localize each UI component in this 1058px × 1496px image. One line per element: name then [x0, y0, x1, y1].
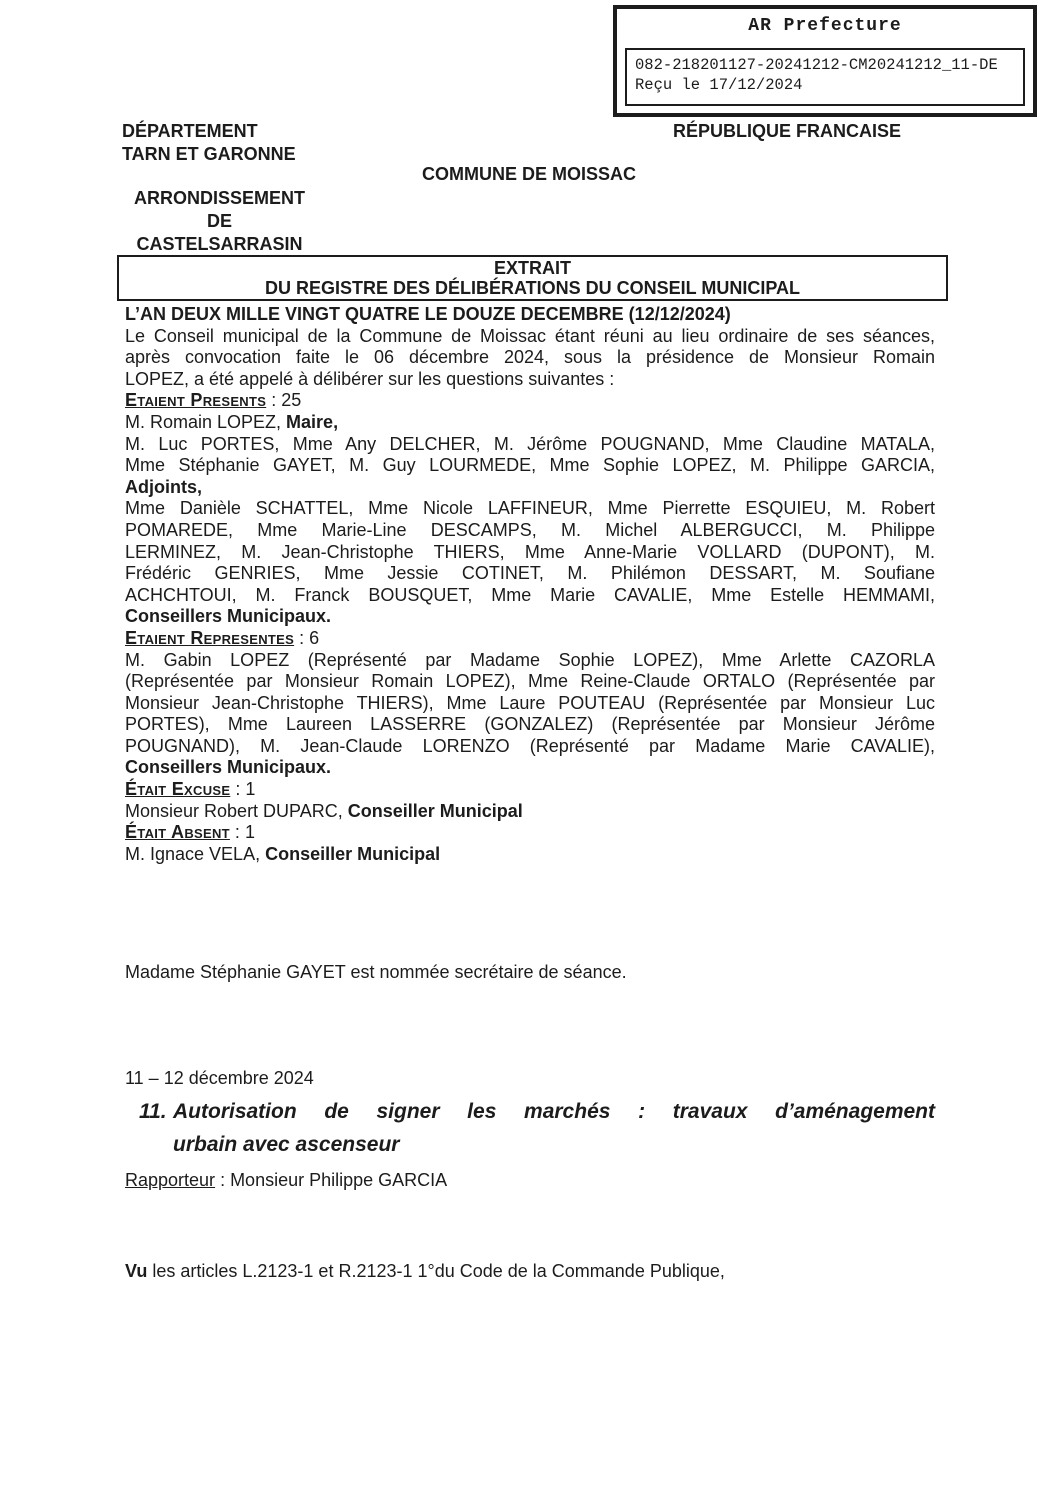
item-number: 11.: [139, 1099, 167, 1123]
text-line: PORTES), Mme Laureen LASSERRE (GONZALEZ) (Représentée par Monsieur Jérôme: [125, 714, 935, 735]
separator: :: [294, 627, 310, 648]
text-line: Frédéric GENRIES, Mme Jessie COTINET, M. Philémon DESSART, M. Soufiane: [125, 563, 935, 584]
secretary-line: Madame Stéphanie GAYET est nommée secrétaire de séance.: [125, 962, 627, 983]
arrondissement-line-2: DE: [206, 211, 232, 231]
text-line: M. Gabin LOPEZ (Représenté par Madame Sophie LOPEZ), Mme Arlette CAZORLA: [125, 649, 935, 670]
vu-line: [125, 1261, 935, 1283]
stamp-ref-box: [625, 48, 1025, 106]
session-date-line: L’AN DEUX MILLE VINGT QUATRE LE DOUZE DECEMBRE (12/12/2024): [125, 304, 731, 324]
presents-label: Etaient Presents: [125, 390, 267, 411]
text-line: POMAREDE, Mme Marie-Line DESCAMPS, M. Michel ALBERGUCCI, M. Philippe: [125, 519, 935, 540]
text-line: Mme Stéphanie GAYET, M. Guy LOURMEDE, Mme Sophie LOPEZ, M. Philippe GARCIA,: [125, 455, 935, 476]
text-line: (Représentée par Monsieur Romain LOPEZ), Mme Reine-Claude ORTALO (Représentée par: [125, 671, 935, 692]
separator: :: [230, 779, 246, 800]
item-heading: [125, 1095, 935, 1161]
adjoints-paragraph: [125, 434, 935, 499]
absent-label-line: [125, 822, 935, 844]
extract-title-line2: DU REGISTRE DES DÉLIBÉRATIONS DU CONSEIL MUNICIPAL: [264, 277, 801, 298]
conseillers-paragraph: [125, 498, 935, 628]
rapporteur-line: [125, 1170, 935, 1192]
vu-text: les articles L.2123-1 et R.2123-1 1°du Code de la Commande Publique,: [147, 1261, 725, 1282]
absent-person-line: [125, 844, 935, 866]
excuse-person-title: Conseiller Municipal: [347, 800, 523, 821]
presents-count: 25: [281, 390, 302, 411]
stamp-received-date: Reçu le 17/12/2024: [635, 76, 803, 94]
text-column: [125, 304, 935, 1283]
text-line: LOPEZ, a été appelé à délibérer sur les questions suivantes :: [125, 368, 615, 389]
prefecture-stamp-box: [613, 5, 1037, 117]
item-heading-line: Autorisation de signer les marchés : travaux d’aménagement: [173, 1099, 935, 1123]
excuse-count: 1: [245, 779, 256, 800]
rapporteur-label: Rapporteur: [125, 1169, 216, 1190]
absent-count: 1: [244, 822, 255, 843]
presents-label-line: [125, 390, 935, 412]
separator: :: [266, 390, 282, 411]
text-line: Monsieur Jean-Christophe THIERS), Mme Laure POUTEAU (Représentée par Monsieur Luc: [125, 692, 935, 713]
representes-label: Etaient Representes: [125, 627, 295, 648]
excuse-person-name: Monsieur Robert DUPARC,: [125, 800, 348, 821]
arrondissement-line-3: CASTELSARRASIN: [136, 234, 303, 254]
departement-line-1: DÉPARTEMENT: [122, 121, 258, 141]
text-line: M. Luc PORTES, Mme Any DELCHER, M. Jérôme POUGNAND, Mme Claudine MATALA,: [125, 433, 935, 454]
conseillers-title: Conseillers Municipaux.: [125, 606, 332, 627]
extract-title-box: [117, 255, 948, 301]
extract-title-line1: EXTRAIT: [493, 258, 571, 278]
item-heading-line: urbain avec ascenseur: [173, 1132, 400, 1156]
text-line: ACHCHTOUI, M. Franck BOUSQUET, Mme Marie CAVALIE, Mme Estelle HEMMAMI,: [125, 584, 935, 605]
maire-title: Maire,: [286, 411, 339, 432]
rapporteur-value: : Monsieur Philippe GARCIA: [215, 1169, 448, 1190]
text-line: LERMINEZ, M. Jean-Christophe THIERS, Mme Anne-Marie VOLLARD (DUPONT), M.: [125, 541, 935, 562]
absent-person-title: Conseiller Municipal: [265, 843, 441, 864]
absent-label: Était Absent: [125, 822, 230, 843]
departement-line-2: TARN ET GARONNE: [122, 144, 296, 164]
vu-keyword: Vu: [125, 1261, 148, 1282]
stamp-title: AR Prefecture: [748, 16, 902, 36]
text-line: Le Conseil municipal de la Commune de Moissac étant réuni au lieu ordinaire de ses séances,: [125, 325, 935, 346]
text-line: POUGNAND), M. Jean-Claude LORENZO (Représenté par Madame Marie CAVALIE),: [125, 735, 935, 756]
text-line: Mme Danièle SCHATTEL, Mme Nicole LAFFINEUR, Mme Pierrette ESQUIEU, M. Robert: [125, 498, 935, 519]
header-commune: COMMUNE DE MOISSAC: [421, 164, 636, 184]
representes-title: Conseillers Municipaux.: [125, 757, 332, 778]
maire-line: [125, 412, 935, 434]
header-departement: [122, 120, 296, 166]
excuse-label-line: [125, 779, 935, 801]
item-ref-line: 11 – 12 décembre 2024: [125, 1068, 314, 1089]
text-line: après convocation faite le 06 décembre 2024, sous la présidence de Monsieur Romain: [125, 347, 935, 368]
arrondissement-line-1: ARRONDISSEMENT: [133, 188, 305, 208]
representes-count: 6: [309, 627, 320, 648]
header-republique: RÉPUBLIQUE FRANCAISE: [673, 121, 902, 141]
excuse-label: Était Excuse: [125, 779, 231, 800]
main-content: [117, 255, 948, 1283]
separator: :: [229, 822, 245, 843]
representes-paragraph: [125, 650, 935, 780]
stamp-ref-number: 082-218201127-20241212-CM20241212_11-DE: [635, 56, 998, 74]
adjoints-title: Adjoints,: [125, 476, 202, 497]
excuse-person-line: [125, 801, 935, 823]
maire-name: M. Romain LOPEZ,: [125, 411, 287, 432]
representes-label-line: [125, 628, 935, 650]
header-arrondissement: [122, 187, 317, 256]
absent-person-name: M. Ignace VELA,: [125, 843, 266, 864]
session-intro-paragraph: [125, 326, 935, 391]
